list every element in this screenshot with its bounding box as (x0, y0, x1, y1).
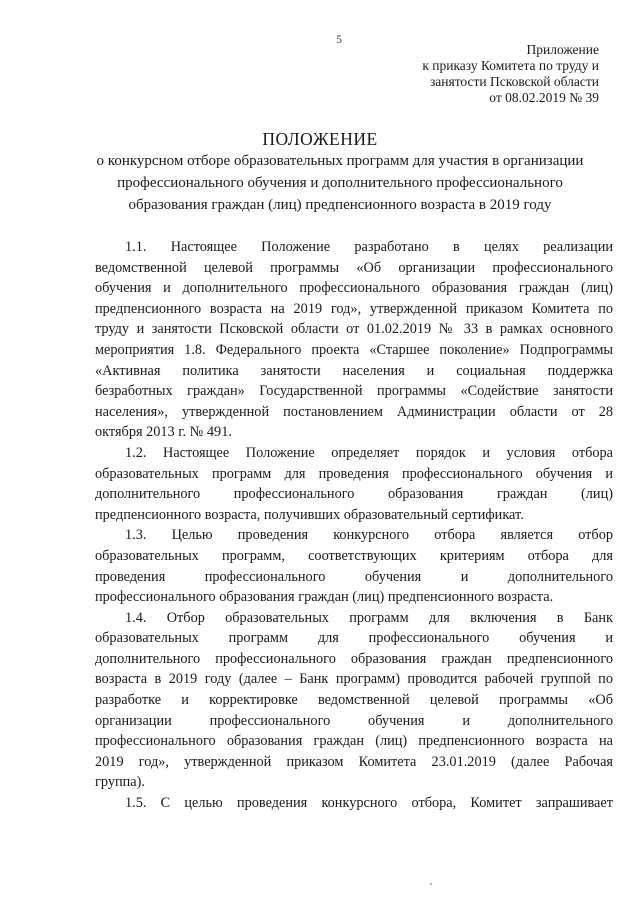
paragraph-line: образовательных программ для профессионального обучения и (95, 630, 613, 647)
paragraph-2 (95, 443, 613, 525)
paragraph-5 (95, 793, 613, 814)
paragraph-line: образовательных программ для проведения профессионального обучения и (95, 465, 613, 482)
paragraph-line: проведения профессионального обучения и дополнительного (95, 568, 613, 585)
annex-line: к приказу Комитета по труду и (422, 58, 599, 73)
subtitle-line: профессионального обучения и дополнительного профессионального (117, 175, 563, 191)
document-title: ПОЛОЖЕНИЕ (262, 129, 378, 149)
annex-line: от 08.02.2019 № 39 (489, 90, 599, 105)
paragraph-line: образовательных программ, соответствующих критериям отбора для (95, 547, 613, 564)
paragraph-line: дополнительного профессионального образования граждан предпенсионного (95, 650, 613, 667)
paragraph-line: «Активная политика занятости населения и социальная поддержка (95, 362, 613, 379)
paragraph-line: 1.2. Настоящее Положение определяет порядок и условия отбора (125, 444, 613, 461)
paragraph-line: обучения и дополнительного профессионального образования граждан (лиц) (95, 280, 613, 297)
annex-line: занятости Псковской области (429, 74, 599, 89)
paragraph-line: 2019 год», утвержденной приказом Комитета 23.01.2019 (далее Рабочая (95, 753, 613, 770)
paragraph-line: мероприятия 1.8. Федерального проекта «Старшее поколение» Подпрограммы (95, 341, 613, 358)
paragraph-line: организации профессионального обучения и дополнительного (95, 712, 613, 729)
document-body (95, 237, 613, 814)
subtitle-line: о конкурсном отборе образовательных программ для участия в организации (96, 153, 584, 169)
paragraph-line: населения», утвержденной постановлением Администрации области от 28 (95, 403, 613, 420)
document-subtitle (60, 150, 620, 216)
paragraph-line: предпенсионного возраста, получивших образовательный сертификат. (95, 506, 524, 523)
page-number: 5 (336, 32, 342, 46)
paragraph-line: 1.4. Отбор образовательных программ для включения в Банк (125, 609, 613, 626)
subtitle-line: образования граждан (лиц) предпенсионного возраста в 2019 году (128, 197, 552, 213)
paragraph-4 (95, 608, 613, 793)
paragraph-line: безработных граждан» Государственной программы «Содействие занятости (95, 383, 613, 400)
paragraph-line: 1.5. С целью проведения конкурсного отбора, Комитет запрашивает (125, 795, 613, 812)
annex-header (339, 42, 599, 106)
paragraph-line: предпенсионного возраста на 2019 год», утвержденной приказом Комитета по (95, 300, 613, 317)
paragraph-line: группа). (95, 774, 145, 791)
paragraph-3 (95, 525, 613, 607)
paragraph-line: октября 2013 г. № 491. (95, 424, 232, 441)
paragraph-line: 1.1. Настоящее Положение разработано в целях реализации (125, 239, 613, 255)
paragraph-line: возраста в 2019 году (далее – Банк программ) проводится рабочей группой по (95, 671, 613, 688)
paragraph-line: 1.3. Целью проведения конкурсного отбора является отбор (125, 527, 613, 544)
scan-speck (430, 883, 432, 885)
annex-line: Приложение (526, 42, 599, 57)
paragraph-1 (95, 237, 613, 443)
paragraph-line: профессионального образования граждан (лиц) предпенсионного возраста. (95, 589, 554, 606)
paragraph-line: профессионального образования граждан (лиц) предпенсионного возраста на (95, 733, 613, 750)
paragraph-line: ведомственной целевой программы «Об организации профессионального (95, 259, 613, 276)
paragraph-line: труду и занятости Псковской области от 01.02.2019 № 33 в рамках основного (95, 321, 613, 338)
paragraph-line: разработке и корректировке ведомственной целевой программы «Об (95, 692, 613, 709)
paragraph-line: дополнительного профессионального образования граждан (лиц) (95, 486, 613, 503)
